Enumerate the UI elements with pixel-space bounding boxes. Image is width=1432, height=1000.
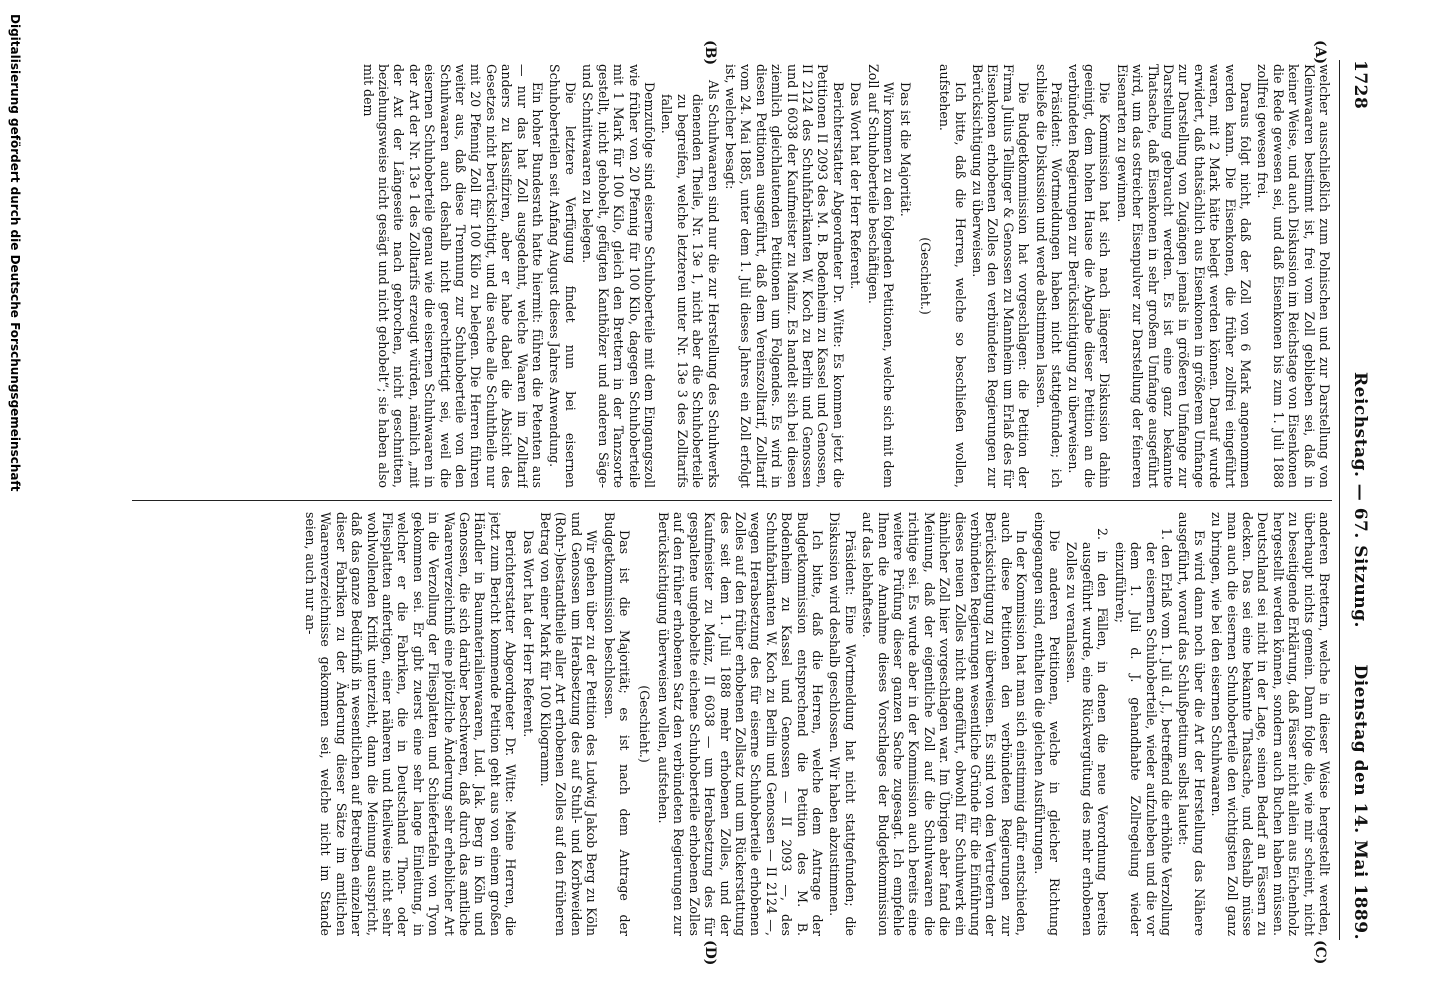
left-column [132, 64, 1332, 488]
paragraph: Es wird dann noch über die Art der Herstellung das Nähere ausgeführt, worauf das Schlußpetitum selbst lautet: [1176, 512, 1207, 936]
list-item: 2. in den Fällen, in denen die neue Verordnung bereits ausgeführt wurde, eine Rückvergütung des mehr erhobenen Zolles zu veranlassen. [1064, 528, 1111, 936]
page-number: 1728 [1350, 60, 1370, 110]
stage-direction: (Geschieht.) [636, 685, 652, 763]
paragraph: Berichterstatter Abgeordneter Dr. Witte: Es kommen jetzt die Petitionen II 2093 des M. B. Bodenheim zu Kassel und Genossen, II 2124 des Schuhfabrikanten W. Koch zu Berlin und Genossen und II 6038 der Kaufmeister zu Mainz. Es handelt sich bei diesen ziemlich gleichlautenden Petitionen um Folgendes. Es wird in diesen Petitionen ausgeführt, daß dem Vereinszolltarif, Zolltarif vom 24. Mai 1885, unter dem 1. Juli dieses Jahres ein Zoll erfolgt ist, welcher besagt: [722, 64, 846, 488]
margin-marker-b: (B) [702, 40, 718, 66]
paragraph: Ein hoher Bundesrath hatte hiermit: führen die Petenten aus — nur das hat Zoll ausgedehnt, welche Waaren im Zolltarif anders zu klassifiziren, aber er habe dabei die Absicht des Gesetzes nicht berücksichtigt, und die sache alle Schuhtheile nur mit 20 Pfennig Zoll für 100 Kilo zu belegen. Die Herren führen weiter aus, daß diese Trennung zur Schuhoberteile von den Schuhwaaren auch deshalb nicht gerechtfertigt sei, weil die eisernen Schuhoberteile genau wie die eisernen Schuhwaaren in der Art der Nr. 13e 1 des Zolltarifs erzeugt würden, nämlich „mit der Axt der Längeseite nach gebrochen, nicht geschnitten, beziehungsweise nicht gesägt und nicht gehobelt“; sie haben also mit dem [360, 64, 546, 488]
paragraph: Das ist die Majorität. [898, 82, 914, 217]
paragraph: Präsident: Eine Wortmeldung hat nicht stattgefunden; die Diskussion wird deshalb geschlossen. Wir haben abzustimmen. [827, 512, 858, 936]
paragraph: Wir gehen über zu der Petition des Ludwig Jakob Berg zu Köln und Genossen um Herabsetzung des auf Stuhl- und Korbweiden (Rohr-)bestandtheile aller Art erhobenen Zolles auf den früheren Betrag von einer Mark für 100 Kilogramm. [538, 512, 600, 936]
paragraph: Das Wort hat der Herr Referent. [520, 530, 536, 738]
paragraph: Die Kommission hat sich nach längerer Diskussion dahin geeinigt, dem hohen Hause die Abgabe dieser Petition an die verbündeten Regierungen zur Berücksichtigung zu überweisen. [1066, 64, 1113, 488]
paragraph: Die Budgetkommission hat vorgeschlagen: die Petition der Firma Julius Tellinger & Genossen zu Mannheim um Erlaß des für Eisenkonen erhobenen Zolles den verbündeten Regierungen zur Berücksichtigung zu überweisen. [970, 64, 1032, 488]
paragraph: Präsident: Wortmeldungen haben nicht stattgefunden; ich schließe die Diskussion und werde abstimmen lassen. [1033, 64, 1065, 488]
list-item: 1. den Erlaß vom 1. Juli d. J., betreffend die erhöhte Verzollung der eisernen Schuhoberteile, wieder aufzuheben und die vor dem 1. Juli d. J. gehandhabte Zollregelung wieder einzuführen; [1112, 528, 1174, 936]
session-title: Reichstag. — 67. Sitzung. [1350, 372, 1370, 628]
paragraph: Demzufolge sind eiserne Schuhoberteile mit dem Eingangszoll wie früher von 20 Pfennig für 100 Kilo, dagegen Schuhoberteile mit 1 Mark für 100 Kilo, gleich den Brettern in der Tanzsorte gestellt, nicht gehobelt, gefügten Kanthölzer und anderen Säge- und Schnittwaaren zu belegen. [580, 64, 657, 488]
header-rule [1339, 60, 1340, 940]
paragraph: Die anderen Petitionen, welche in gleicher Richtung eingegangen sind, enthalten die gleichen Ausführungen. [1031, 512, 1063, 936]
paragraph: Ich bitte, daß die Herren, welche so beschließen wollen, aufstehen. [937, 64, 968, 488]
margin-marker-d: (D) [702, 940, 718, 966]
quoted-paragraph: Als Schuhwaaren sind nur die zur Herstellung des Schuhwerks dienenden Theile, Nr. 13e 1, nicht aber die Schuhoberteile zu begreifen, welche letzteren unter Nr. 13e 3 des Zolltarifs fallen. [659, 80, 721, 488]
stage-direction: (Geschieht.) [917, 237, 933, 315]
paragraph: Das ist die Majorität; es ist nach dem Antrage der Budgetkommission beschlossen. [601, 512, 633, 936]
paragraph: welcher ausschließlich zum Polnischen und zur Darstellung von Kleinwaaren bestimmt ist, frei vom Zoll geblieben sei, daß in keiner Weise, und auch Diskussion im Reichstage von Eisenkonen die Rede gewesen sei, und daß Eisenkonen bis zum 1. Juli 1888 zollfrei gewesen frei. [1255, 64, 1332, 488]
paragraph: Daraus folgt nicht, daß der Zoll von 6 Mark angenommen werden kann. Die Eisenkonen, die früher zollfrei eingeführt waren, mit 2 Mark hätte belegt werden können. Darauf wurde erwidert, daß thatsächlich aus Eisenkonen in größerem Umfange zur Darstellung von Zugängen jemals in größeren Umfange zur Darstellung gebraucht werden. Es ist eine ganz bekannte Thatsache, daß Eisenkonen in sehr großem Umfange ausgeführt wird, um das ostreicher Eisenpulver zur Darstellung der feineren Eisenarten zu gewinnen. [1114, 64, 1253, 488]
margin-marker-c: (C) [1312, 940, 1328, 965]
credit-text: Digitalisierung gefördert durch die Deutsche Forschungsgemeinschaft [8, 14, 22, 492]
paragraph: anderen Brettern, welche in dieser Weise hergestellt werden, überhaupt nichts gemein. Dann folge die, wie mir scheint, nicht zu beseitigende Erklärung, daß Fässer nicht allein aus Eichenholz hergestellt werden können, sondern auch Buchen haben müssen. Deutschland sei nicht in der Lage, seinen Bedarf an Fässern zu decken. Das sei eine bekannte Thatsache, und deshalb müsse man auch die eisernen Schuhoberteile den wichtigsten Zoll ganz zu bringen, wie bei den eisernen Schuhwaaren. [1209, 512, 1332, 936]
paragraph: Wir kommen zu den folgenden Petitionen, welche sich mit dem Zoll auf Schuhoberteile beschäftigen. [865, 64, 897, 488]
paragraph: Das Wort hat der Herr Referent. [848, 82, 864, 290]
session-date: Dienstag den 14. Mai 1889. [1350, 664, 1370, 940]
paragraph: Die letztere Verfügung findet nun bei eisernen Schuhoberteilen seit Anfang August dieses Jahres Anwendung. [547, 64, 578, 488]
margin-marker-a: (A) [1312, 40, 1328, 65]
digitization-credit [0, 0, 30, 1000]
paragraph: Ich bitte, daß die Herren, welche dem Antrage der Budgetkommission entsprechend die Petition des M. B. Bodenheim zu Kassel und Genossen — II 2093 —, des Schuhfabrikanten W. Koch zu Berlin und Genossen — II 2124 —, wegen Herabsetzung des für eiserne Schuhoberteile erhobenen Zolles auf den früher erhobenen Zollsatz und um Rückerstattung des seit dem 1. Juli 1888 mehr erhobenen Zolles, und der Kaufmeister zu Mainz, II 6038 — um Herabsetzung des für gespaltene ungehobelte eichene Schuhoberteile erhobenen Zolles auf den früher erhobenen Satz den verbündeten Regierungen zur Berücksichtigung überweisen wollen, aufstehen. [655, 512, 825, 936]
column-divider [132, 500, 1332, 501]
paragraph: Berichterstatter Abgeordneter Dr. Witte: Meine Herren, die jetzt zum Bericht kommende Petition geht aus von einem großen Händler in Baumaterialienwaaren, Lud. Jak. Berg in Köln und Genossen, die sich darüber beschweren, daß durch das amtliche Waarenverzeichniß eine plötzliche Änderung sehr erheblicher Art in die Verzollung der Fliesplatten und Schiefertafeln von Tyon gekommen sei. Er gibt zuerst eine sehr lange Einleitung, in welcher er die Fabriken, die in Deutschland Thon- oder Fliesplatten anfertigen, einer näheren und theilweise nicht sehr wohlwollenden Kritik unterzieht, dann die Meinung ausspricht, daß das ganze Bedürfniß in wesentlichen auf Betreiben einzelner dieser Fabriken zu der Änderung dieser Sätze im amtlichen Waarenverzeichnisse gekommen sei, welche nicht im Stande seien, auch nur an- [303, 512, 519, 936]
page-header [1344, 60, 1370, 940]
right-column [132, 512, 1332, 936]
paragraph: In der Kommission hat man sich einstimmig dafür entschieden, auch diese Petitionen den verbündeten Regierungen zur Berücksichtigung zu überweisen. Es sind von den Vertretern der verbündeten Regierungen wesentliche Gründe für die Einführung dieses neuen Zolles nicht angeführt, obwohl für Schuhwerk ein ähnlicher Zoll hier vorgeschlagen war. Im Übrigen aber fand die Meinung, daß der eigentliche Zoll auf die Schuhwaaren die richtige sei. Es wurde aber in der Kommission auch bereits eine weitere Prüfung dieser ganzen Sache zugesagt. Ich empfehle Ihnen die Annahme dieses Vorschlages der Budgetkommission auf das lebhafteste. [860, 512, 1030, 936]
